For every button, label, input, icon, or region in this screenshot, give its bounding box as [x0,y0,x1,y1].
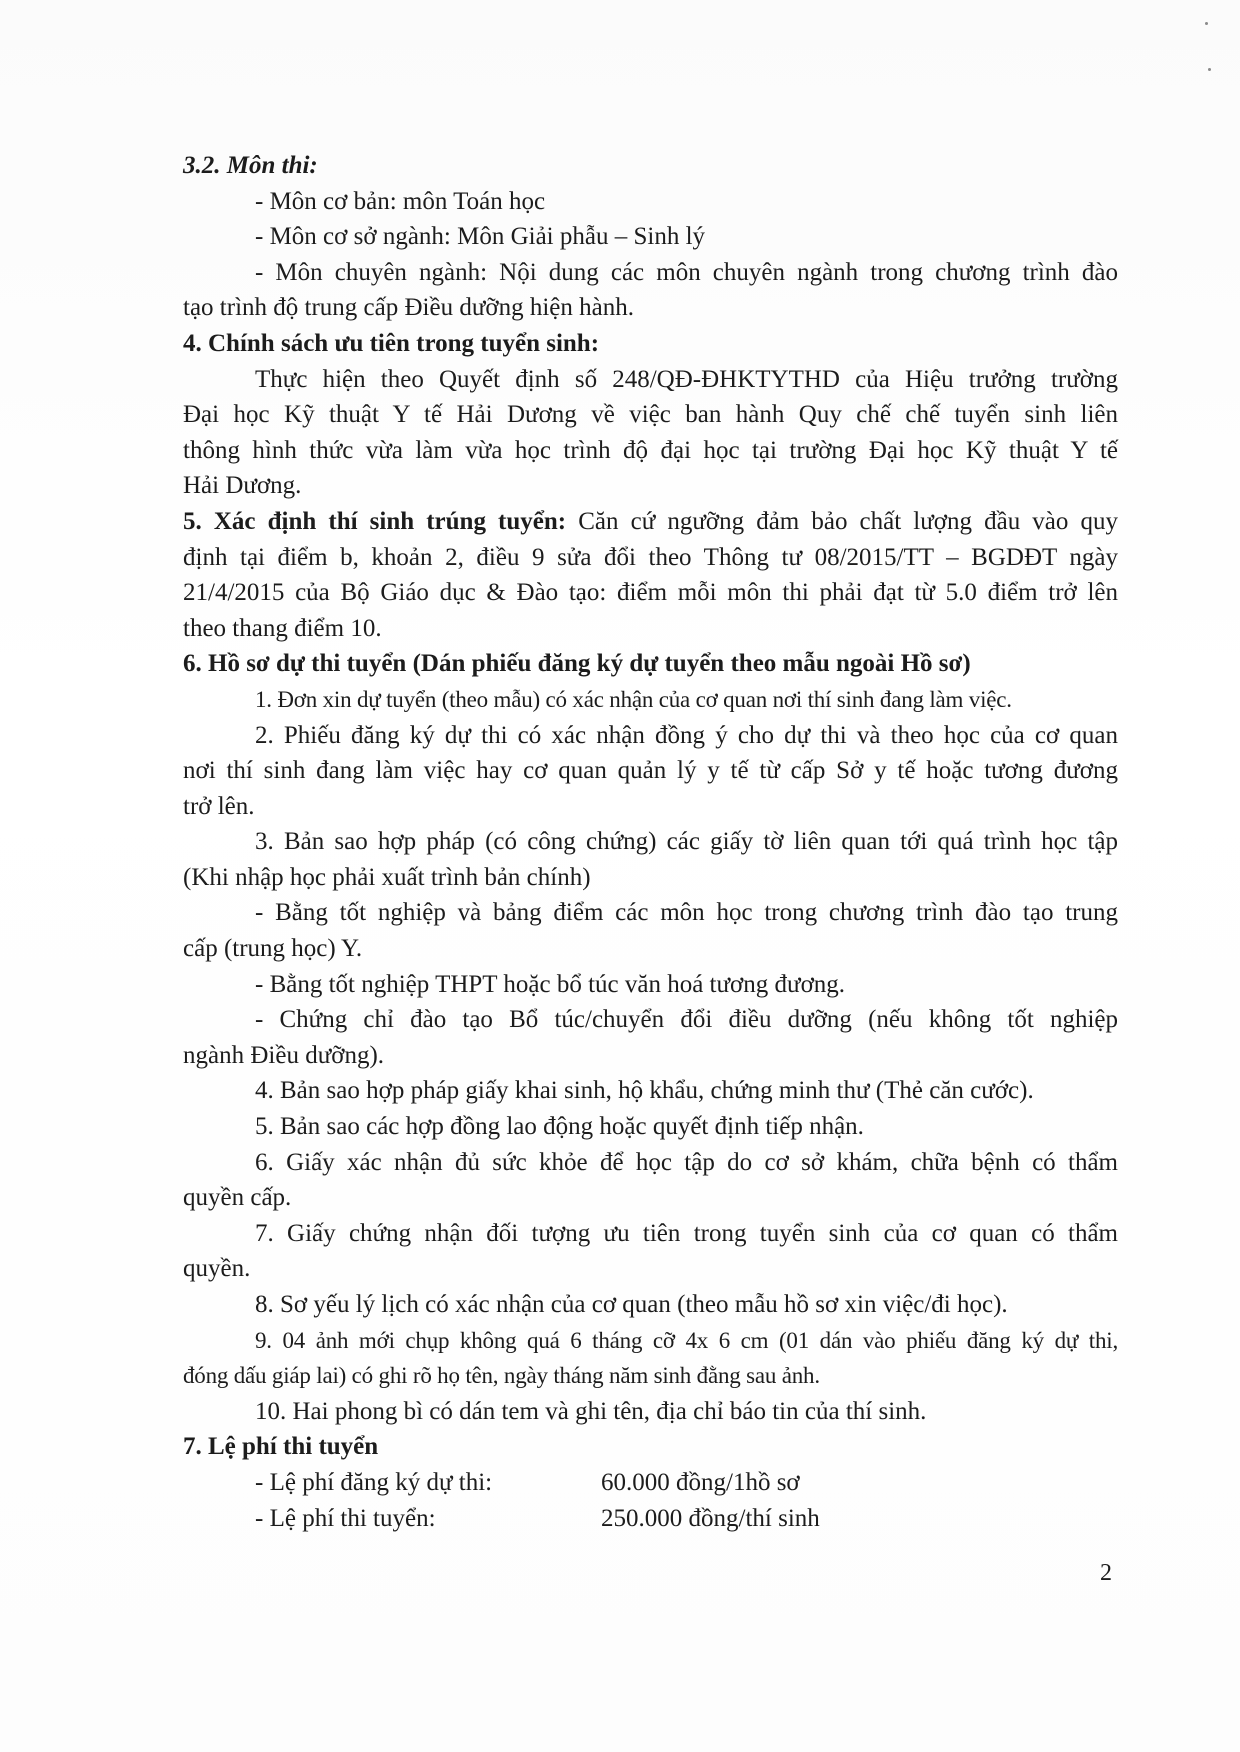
list-item: 6. Giấy xác nhận đủ sức khỏe để học tập do cơ sở khám, chữa bệnh có thẩm [255,1148,1118,1176]
list-item: 5. Bản sao các hợp đồng lao động hoặc quyết định tiếp nhận. [255,1113,864,1141]
paragraph-line: đóng dấu giáp lai) có ghi rõ họ tên, ngày tháng năm sinh đằng sau ảnh. [183,1363,820,1389]
paragraph-line: 21/4/2015 của Bộ Giáo dục & Đào tạo: điểm mỗi môn thi phải đạt từ 5.0 điểm trở lên [183,579,1118,607]
paragraph-line: tạo trình độ trung cấp Điều dưỡng hiện hành. [183,294,634,322]
heading-section-5: 5. Xác định thí sinh trúng tuyển: [183,507,567,535]
list-item: 2. Phiếu đăng ký dự thi có xác nhận đồng ý cho dự thi và theo học của cơ quan [255,721,1118,749]
paragraph-line: Đại học Kỹ thuật Y tế Hải Dương về việc ban hành Quy chế chế tuyển sinh liên [183,401,1118,429]
document-body [183,148,1118,1536]
paragraph-line: ngành Điều dưỡng). [183,1041,385,1069]
list-item: 4. Bản sao hợp pháp giấy khai sinh, hộ khẩu, chứng minh thư (Thẻ căn cước). [255,1077,1034,1105]
heading-section-7: 7. Lệ phí thi tuyển [183,1433,379,1461]
paragraph-line: - Môn cơ bản: môn Toán học [255,187,546,215]
paragraph-line: trở lên. [183,792,255,820]
list-item: 1. Đơn xin dự tuyển (theo mẫu) có xác nhận của cơ quan nơi thí sinh đang làm việc. [255,686,1012,712]
fee-row [183,1465,1118,1501]
section-5-text: Căn cứ ngưỡng đảm bảo chất lượng đầu vào quy [578,507,1119,535]
list-item: - Chứng chỉ đào tạo Bổ túc/chuyển đổi điều dưỡng (nếu không tốt nghiệp [255,1006,1118,1034]
paragraph-line: nơi thí sinh đang làm việc hay cơ quan quản lý y tế từ cấp Sở y tế hoặc tương đương [183,757,1118,785]
paragraph-line: quyền. [183,1255,251,1283]
paragraph-line: theo thang điểm 10. [183,614,382,642]
paragraph-line: Hải Dương. [183,472,302,500]
scan-speck [1208,68,1211,71]
list-item: 9. 04 ảnh mới chụp không quá 6 tháng cỡ 4x 6 cm (01 dán vào phiếu đăng ký dự thi, [255,1327,1118,1353]
fee-row [183,1501,1118,1537]
paragraph-line: thông hình thức vừa làm vừa học trình độ đại học tại trường Đại học Kỹ thuật Y tế [183,436,1118,464]
paragraph-line: Thực hiện theo Quyết định số 248/QĐ-ĐHKTYTHD của Hiệu trưởng trường [255,365,1118,393]
paragraph-line: - Môn chuyên ngành: Nội dung các môn chuyên ngành trong chương trình đào [255,258,1118,286]
paragraph-line: (Khi nhập học phải xuất trình bản chính) [183,863,591,891]
heading-3-2: 3.2. Môn thi: [183,152,318,179]
fee-label: - Lệ phí thi tuyển: [255,1504,436,1532]
list-item: - Bằng tốt nghiệp và bảng điểm các môn học trong chương trình đào tạo trung [255,899,1118,927]
heading-section-6: 6. Hồ sơ dự thi tuyển (Dán phiếu đăng ký dự tuyển theo mẫu ngoài Hồ sơ) [183,650,971,678]
list-item: 10. Hai phong bì có dán tem và ghi tên, địa chỉ báo tin của thí sinh. [255,1397,927,1425]
paragraph-line: quyền cấp. [183,1184,292,1212]
page-number: 2 [1100,1560,1112,1586]
list-item: 8. Sơ yếu lý lịch có xác nhận của cơ quan (theo mẫu hồ sơ xin việc/đi học). [255,1291,1008,1318]
list-item: 7. Giấy chứng nhận đối tượng ưu tiên trong tuyển sinh của cơ quan có thẩm [255,1219,1118,1247]
paragraph-line: cấp (trung học) Y. [183,935,363,963]
paragraph-line: - Môn cơ sở ngành: Môn Giải phẫu – Sinh lý [255,223,706,251]
fee-label: - Lệ phí đăng ký dự thi: [255,1468,493,1496]
fee-value: 250.000 đồng/thí sinh [601,1504,820,1532]
scan-speck [1205,22,1208,25]
fee-value: 60.000 đồng/1hồ sơ [601,1468,800,1496]
list-item: 3. Bản sao hợp pháp (có công chứng) các giấy tờ liên quan tới quá trình học tập [255,828,1118,856]
list-item: - Bằng tốt nghiệp THPT hoặc bổ túc văn hoá tương đương. [255,970,846,998]
paragraph-line [183,504,1118,540]
heading-section-4: 4. Chính sách ưu tiên trong tuyển sinh: [183,329,600,357]
paragraph-line: định tại điểm b, khoản 2, điều 9 sửa đổi theo Thông tư 08/2015/TT – BGDĐT ngày [183,543,1118,571]
